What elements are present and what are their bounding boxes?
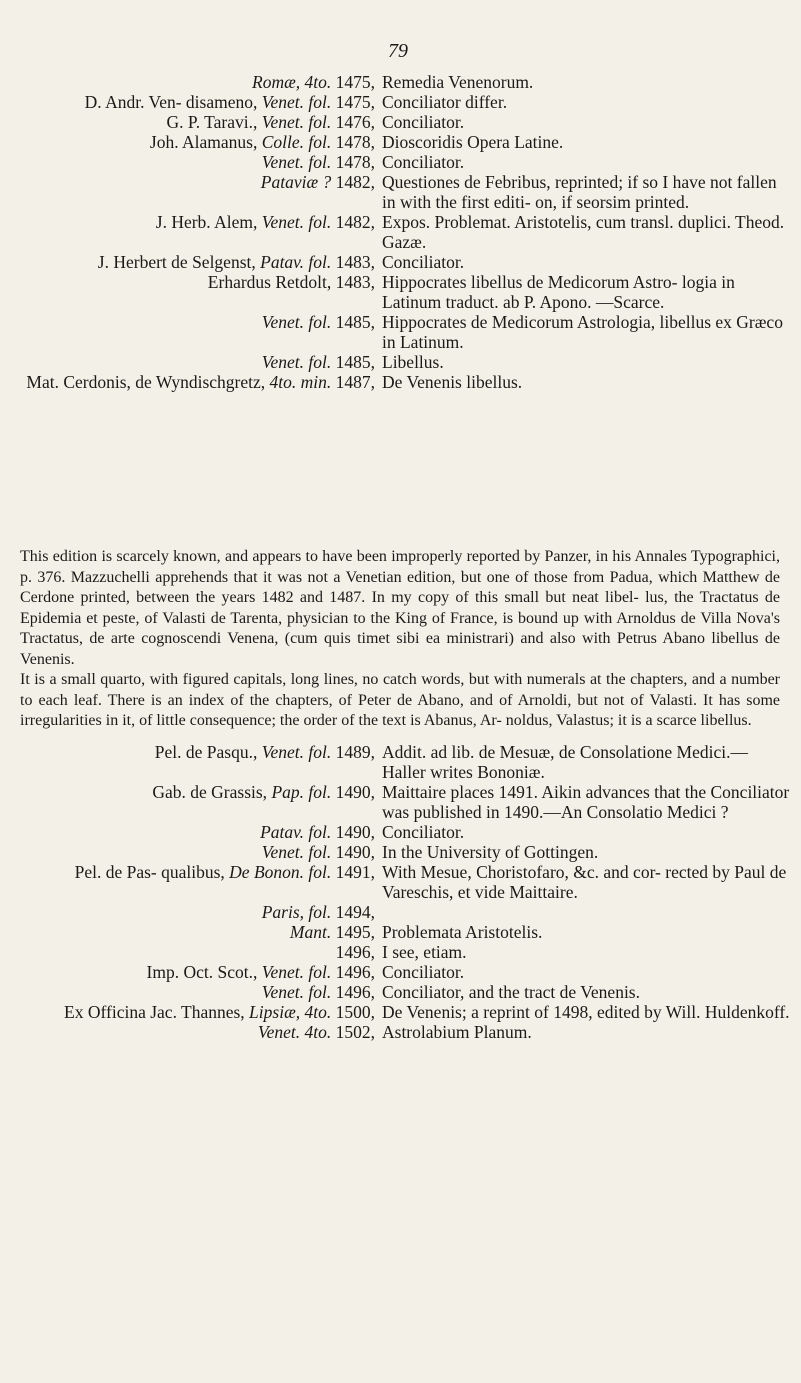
entry-imprint: [20, 982, 382, 1002]
bibliography-entry: [20, 312, 790, 352]
entry-imprint: [20, 172, 382, 192]
entry-title: Questiones de Febribus, reprinted; if so I have not fallen in with the first editi- on, if seorsim printed.: [382, 172, 777, 212]
note-paragraph: This edition is scarcely known, and appears to have been improperly reported by Panzer, in his Annales Typographici, p. 376. Mazzuchelli apprehends that it was not a Venetian edition, but one of those from Padua, which Matthew de Cerdone printed, between the years 1482 and 1487. In my copy of this small but neat libel- lus, the Tractatus de Epidemia et peste, of Valasti de Tarenta, physician to the King of France, is bound up with Arnoldus de Villa Nova's Tractatus, de arte cognoscendi Venena, (cum quis timet sibi ea ministrari) and also with Petrus Abano libellus de Venenis.: [20, 548, 780, 668]
entry-author: Joh. Alamanus,: [149, 132, 258, 152]
entry-place: Venet.: [261, 962, 305, 982]
bibliography-entry: [20, 152, 790, 172]
entry-place: Venet.: [261, 212, 305, 232]
entry-place: 4to. min.: [269, 372, 332, 392]
entry-year: 1483,: [335, 272, 375, 292]
entry-author: Erhardus Retdolt,: [207, 272, 332, 292]
entry-imprint: [20, 312, 382, 332]
entry-imprint: [20, 742, 382, 762]
bibliography-entry: [20, 112, 790, 132]
bibliography-entry: [20, 92, 790, 112]
entry-imprint: [20, 782, 382, 802]
entry-imprint: [20, 962, 382, 982]
entry-title: Conciliator.: [382, 822, 465, 842]
entry-title: Problemata Aristotelis.: [382, 922, 543, 942]
entry-imprint: [20, 862, 382, 882]
entry-year: 1478,: [335, 132, 375, 152]
entry-year: 1500,: [335, 1002, 375, 1022]
entry-author: Imp. Oct. Scot.,: [146, 962, 258, 982]
entry-title: Conciliator.: [382, 962, 465, 982]
bibliography-entry: [20, 862, 790, 902]
entry-place: Lipsiæ,: [249, 1002, 301, 1022]
entry-year: 1487,: [335, 372, 375, 392]
entry-place: Romæ,: [252, 72, 301, 92]
entry-imprint: [20, 92, 382, 112]
entry-title: Conciliator.: [382, 252, 465, 272]
entry-imprint: [20, 942, 382, 962]
entry-year: 1485,: [335, 312, 375, 332]
entry-year: 1490,: [335, 842, 375, 862]
entry-imprint: [20, 842, 382, 862]
entry-title: Astrolabium Planum.: [382, 1022, 532, 1042]
bibliography-entry: [20, 212, 790, 252]
entry-title: Dioscoridis Opera Latine.: [382, 132, 564, 152]
entry-author: J. Herb. Alem,: [155, 212, 258, 232]
entry-imprint: [20, 112, 382, 132]
entry-format: fol.: [308, 352, 332, 372]
note-block: [20, 547, 780, 732]
entry-title: Conciliator.: [382, 152, 465, 172]
entry-format: fol.: [308, 962, 332, 982]
entry-place: Venet.: [261, 312, 305, 332]
entry-author: Pel. de Pas- qualibus,: [74, 862, 225, 882]
entry-title: Maittaire places 1491. Aikin advances that the Conciliator was published in 1490.—An Consolatio Medici ?: [382, 782, 790, 822]
entry-place: Venet.: [261, 112, 305, 132]
entry-title: De Venenis; a reprint of 1498, edited by Will. Huldenkoff.: [382, 1002, 790, 1022]
page-number: 79: [388, 40, 408, 62]
entry-year: 1491,: [335, 862, 375, 882]
entry-title: Hippocrates libellus de Medicorum Astro- logia in Latinum traduct. ab P. Apono. —Scarce.: [382, 272, 735, 312]
entry-format: fol.: [308, 902, 332, 922]
entry-format: fol.: [308, 742, 332, 762]
entry-place: Venet. fol.: [261, 92, 332, 112]
entry-format: fol.: [308, 982, 332, 1002]
entry-imprint: [20, 902, 382, 922]
entry-format: fol.: [308, 312, 332, 332]
entry-year: 1482,: [335, 172, 375, 192]
entry-title: Conciliator.: [382, 112, 465, 132]
bibliography-entry: [20, 352, 790, 372]
entry-year: 1482,: [335, 212, 375, 232]
entry-imprint: [20, 252, 382, 272]
entry-format: fol.: [308, 782, 332, 802]
entry-place: Venet.: [261, 742, 305, 762]
entry-place: Venet.: [261, 982, 305, 1002]
entry-place: Pataviæ ?: [260, 172, 332, 192]
entry-imprint: [20, 132, 382, 152]
entry-year: 1476,: [335, 112, 375, 132]
entry-year: 1495,: [335, 922, 375, 942]
entry-format: fol.: [308, 842, 332, 862]
entry-imprint: [20, 822, 382, 842]
entry-place: Paris,: [261, 902, 305, 922]
entry-title: Hippocrates de Medicorum Astrologia, libellus ex Græco in Latinum.: [382, 312, 783, 352]
entry-imprint: [20, 1002, 382, 1022]
entry-year: 1478,: [335, 152, 375, 172]
entry-imprint: [20, 372, 382, 392]
entry-author: Ex Officina Jac. Thannes,: [64, 1002, 245, 1022]
entry-year: 1490,: [335, 822, 375, 842]
bibliography-entry: [20, 132, 790, 152]
entry-title: In the University of Gottingen.: [382, 842, 599, 862]
bibliography-entry: [20, 982, 790, 1002]
entry-format: fol.: [308, 212, 332, 232]
bibliography-entry: [20, 842, 790, 862]
entry-format: 4to.: [304, 72, 332, 92]
bibliography-entry: [20, 962, 790, 982]
entry-title: De Venenis libellus.: [382, 372, 523, 392]
entry-title: Remedia Venenorum.: [382, 72, 534, 92]
note-paragraph: It is a small quarto, with figured capitals, long lines, no catch words, but with numerals at the chapters, and a number to each leaf. There is an index of the chapters, of Peter de Abano, and of Arnoldi, but not of Valasti. It has some irregularities in it, of little consequence; the order of the text is Abanus, Ar- noldus, Valastus; it is a scarce libellus.: [20, 671, 780, 729]
entry-format: fol.: [308, 152, 332, 172]
entry-year: 1489,: [335, 742, 375, 762]
entry-year: 1475,: [335, 72, 375, 92]
entry-year: 1475,: [335, 92, 375, 112]
bibliography-block-1: [20, 72, 790, 392]
entry-year: 1490,: [335, 782, 375, 802]
bibliography-entry: [20, 72, 790, 92]
entry-author: Pel. de Pasqu.,: [154, 742, 258, 762]
entry-imprint: [20, 272, 382, 292]
entry-year: 1496,: [335, 982, 375, 1002]
entry-format: fol.: [308, 132, 332, 152]
bibliography-entry: [20, 1002, 790, 1022]
entry-imprint: [20, 922, 382, 942]
entry-imprint: [20, 152, 382, 172]
entry-format: fol.: [308, 822, 332, 842]
entry-place: Venet.: [261, 352, 305, 372]
bibliography-entry: [20, 172, 790, 212]
entry-title: Addit. ad lib. de Mesuæ, de Consolatione Medici.—Haller writes Bononiæ.: [382, 742, 748, 782]
entry-place: Patav.: [260, 822, 305, 842]
entry-author: G. P. Taravi.,: [166, 112, 258, 132]
bibliography-entry: [20, 742, 790, 782]
bibliography-entry: [20, 782, 790, 822]
entry-author: Mat. Cerdonis, de Wyndischgretz,: [26, 372, 266, 392]
bibliography-entry: [20, 942, 790, 962]
entry-year: 1496,: [335, 962, 375, 982]
entry-author: J. Herbert de Selgenst,: [97, 252, 256, 272]
bibliography-entry: [20, 822, 790, 842]
bibliography-entry: [20, 1022, 790, 1042]
entry-format: 4to.: [304, 1022, 332, 1042]
bibliography-entry: [20, 272, 790, 312]
bibliography-block-2: [20, 742, 790, 1042]
entry-imprint: [20, 212, 382, 232]
entry-title: Expos. Problemat. Aristotelis, cum transl. duplici. Theod. Gazæ.: [382, 212, 785, 252]
entry-place: Venet.: [261, 152, 305, 172]
entry-place: Mant.: [289, 922, 332, 942]
entry-format: 4to.: [304, 1002, 332, 1022]
entry-year: 1502,: [335, 1022, 375, 1042]
entry-place: De Bonon. fol.: [229, 862, 332, 882]
entry-title: Conciliator differ.: [382, 92, 508, 112]
entry-format: fol.: [308, 112, 332, 132]
entry-year: 1494,: [335, 902, 375, 922]
bibliography-entry: [20, 902, 790, 922]
entry-year: 1483,: [335, 252, 375, 272]
entry-year: 1485,: [335, 352, 375, 372]
entry-year: 1496,: [335, 942, 375, 962]
entry-imprint: [20, 1022, 382, 1042]
bibliography-entry: [20, 252, 790, 272]
entry-place: Venet.: [261, 842, 305, 862]
entry-place: Patav. fol.: [260, 252, 332, 272]
entry-place: Venet.: [257, 1022, 301, 1042]
entry-imprint: [20, 352, 382, 372]
entry-title: With Mesue, Choristofaro, &c. and cor- rected by Paul de Vareschis, et vide Maittaire.: [382, 862, 787, 902]
entry-place: Pap.: [271, 782, 305, 802]
entry-author: Gab. de Grassis,: [152, 782, 268, 802]
bibliography-entry: [20, 922, 790, 942]
entry-title: I see, etiam.: [382, 942, 467, 962]
bibliography-entry: [20, 372, 790, 392]
entry-imprint: [20, 72, 382, 92]
entry-title: Conciliator, and the tract de Venenis.: [382, 982, 640, 1002]
entry-author: D. Andr. Ven- disameno,: [84, 92, 258, 112]
entry-title: Libellus.: [382, 352, 444, 372]
entry-place: Colle.: [261, 132, 305, 152]
